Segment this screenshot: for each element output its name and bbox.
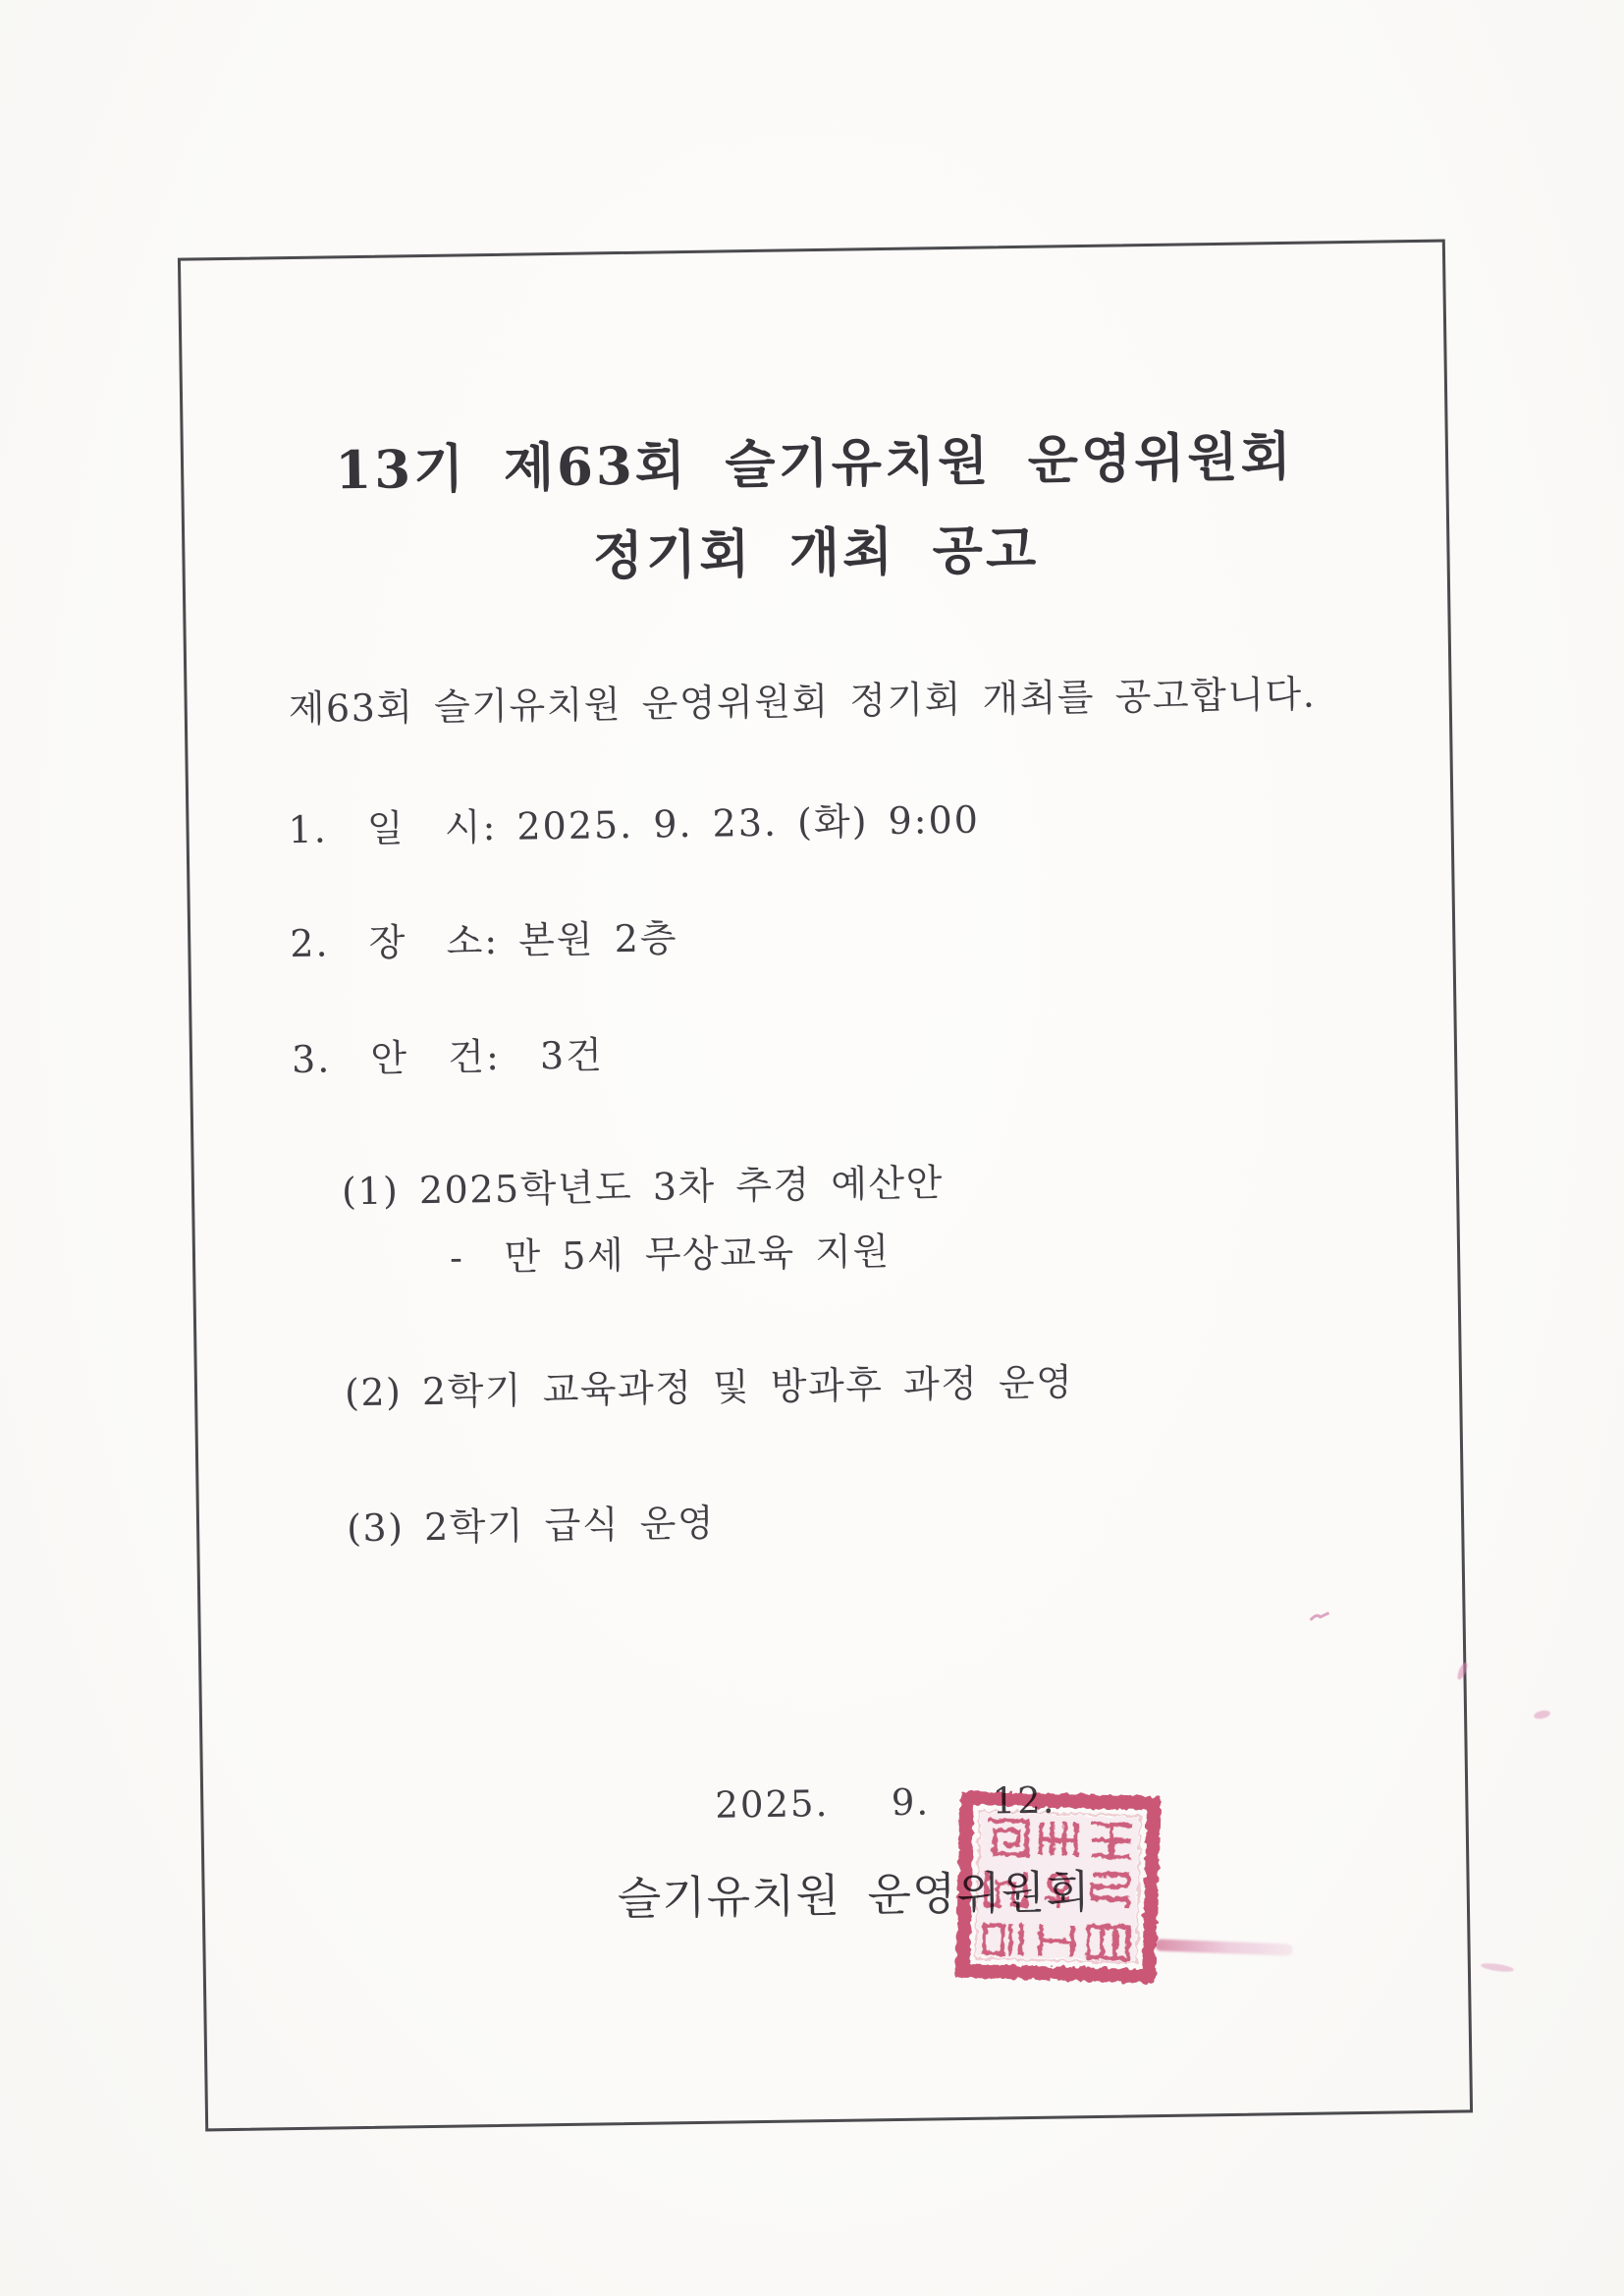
signature-committee: 슬기유치원 운영위원회 [617, 1865, 1092, 1926]
ink-smudge [1155, 1939, 1292, 1955]
agenda-item-3: (3) 2학기 급식 운영 [346, 1501, 716, 1551]
agenda-item-1-sub: - 만 5세 무상교육 지원 [449, 1230, 891, 1280]
title-line-1: 13기 제63회 슬기유치원 운영위원회 [334, 425, 1295, 502]
item-agenda-count: 3. 안 건: 3건 [291, 1033, 605, 1082]
title-line-2: 정기회 개최 공고 [592, 519, 1040, 587]
pink-tick-mark [1308, 1609, 1331, 1627]
notice-date: 2025. 9. 12. [715, 1778, 1056, 1827]
border-frame [178, 240, 1473, 2132]
official-seal-stamp-icon [953, 1789, 1163, 1986]
agenda-item-2: (2) 2학기 교육과정 및 방과후 과정 운영 [344, 1360, 1074, 1415]
item-datetime: 1. 일 시: 2025. 9. 23. (화) 9:00 [288, 797, 981, 852]
item-location: 2. 장 소: 본원 2층 [289, 916, 678, 966]
agenda-item-1: (1) 2025학년도 3차 추경 예산안 [341, 1161, 945, 1214]
intro-text: 제63회 슬기유치원 운영위원회 정기회 개최를 공고합니다. [288, 672, 1317, 732]
ink-speck [1533, 1709, 1550, 1720]
ink-speck [1481, 1962, 1515, 1974]
